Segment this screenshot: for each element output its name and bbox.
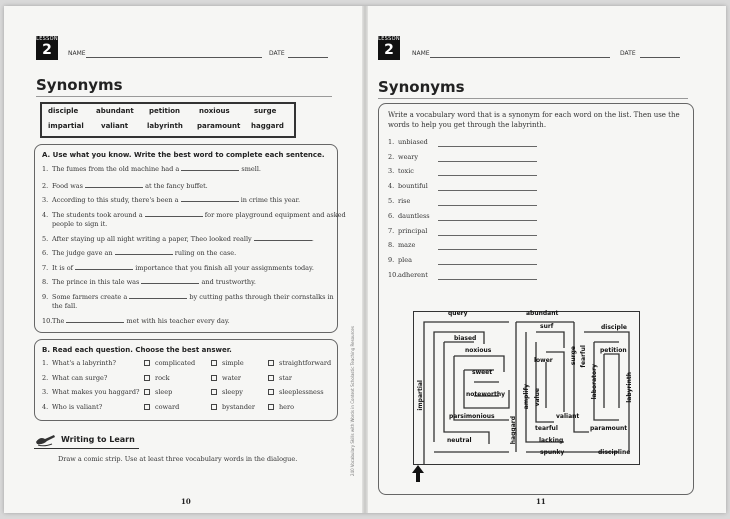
maze-word: disciple (601, 324, 627, 331)
maze-word: lower (534, 357, 553, 364)
answer-line[interactable] (438, 249, 537, 250)
word-box-item: surge (254, 107, 277, 115)
maze-word: biased (454, 335, 477, 342)
writing-heading: Writing to Learn (61, 435, 135, 444)
maze-word: haggard (510, 416, 517, 445)
maze-word: tearful (535, 425, 558, 432)
maze-word: labyrinth (626, 372, 633, 403)
answer-blank[interactable] (141, 277, 199, 284)
synonym-item: 1. unbiased (388, 138, 428, 146)
maze-word: abundant (526, 310, 559, 317)
synonym-item: 6. dauntless (388, 212, 430, 220)
answer-line[interactable] (438, 190, 537, 191)
section-b-instruction: B. Read each question. Choose the best answer. (42, 346, 232, 354)
title-rule (36, 96, 332, 97)
sentence-item: 1. The fumes from the old machine had a smell. (42, 165, 261, 173)
writing-hand-icon (34, 433, 58, 447)
answer-option[interactable]: star (268, 374, 292, 382)
lesson-badge: LESSON 2 (378, 36, 400, 58)
word-box-item: noxious (199, 107, 230, 115)
maze-word: noxious (465, 347, 492, 354)
word-box-item: impartial (48, 122, 84, 130)
name-line[interactable] (430, 57, 610, 58)
answer-option[interactable]: straightforward (268, 359, 331, 367)
sentence-item: 9. Some farmers create a by cutting paths through their cornstalks in the fall. (42, 293, 334, 310)
maze-word: surge (570, 346, 577, 366)
synonym-item: 4. bountiful (388, 182, 428, 190)
sentence-item: 3. According to this study, there's been a in crime this year. (42, 196, 301, 204)
answer-blank[interactable] (129, 292, 187, 299)
answer-option[interactable]: sleep (144, 388, 172, 396)
answer-blank[interactable] (66, 316, 124, 323)
start-arrow-icon (411, 464, 425, 484)
checkbox[interactable] (144, 360, 150, 366)
checkbox[interactable] (268, 375, 274, 381)
question-item: 2. What can surge? (42, 374, 108, 382)
answer-blank[interactable] (75, 263, 133, 270)
maze-word: spunky (540, 449, 565, 456)
answer-option[interactable]: simple (211, 359, 244, 367)
maze-word: query (448, 310, 468, 317)
answer-line[interactable] (438, 264, 537, 265)
workbook-spread (4, 6, 726, 513)
checkbox[interactable] (211, 404, 217, 410)
maze-word: lacking (539, 437, 564, 444)
checkbox[interactable] (268, 360, 274, 366)
maze-word: discipline (598, 449, 631, 456)
answer-line[interactable] (438, 175, 537, 176)
name-label: NAME (412, 50, 430, 57)
date-line[interactable] (640, 57, 680, 58)
synonym-item: 7. principal (388, 227, 428, 235)
word-box-item: valiant (101, 122, 129, 130)
checkbox[interactable] (268, 389, 274, 395)
copyright-text: 240 Vocabulary Skills with Words in Context Scholastic Teaching Resources (350, 326, 355, 476)
labyrinth-maze[interactable] (413, 311, 640, 465)
title-rule (378, 98, 688, 99)
maze-word: laboratory (591, 364, 598, 400)
answer-option[interactable]: bystander (211, 403, 255, 411)
date-label: DATE (269, 50, 285, 57)
sentence-item: 5. After staying up all night writing a paper, Theo looked really . (42, 235, 314, 243)
maze-word: amplify (523, 384, 530, 410)
answer-blank[interactable] (115, 248, 173, 255)
answer-blank[interactable] (254, 234, 312, 241)
writing-rule (34, 448, 139, 449)
answer-blank[interactable] (145, 210, 203, 217)
sentence-item: 8. The prince in this tale was and trustworthy. (42, 278, 256, 286)
synonym-item: 5. rise (388, 197, 411, 205)
answer-line[interactable] (438, 279, 537, 280)
answer-option[interactable]: complicated (144, 359, 195, 367)
maze-word: valiant (556, 413, 580, 420)
maze-word: surf (540, 323, 554, 330)
word-box-item: abundant (96, 107, 134, 115)
question-item: 3. What makes you haggard? (42, 388, 140, 396)
answer-option[interactable]: rock (144, 374, 170, 382)
question-item: 4. Who is valiant? (42, 403, 103, 411)
checkbox[interactable] (211, 389, 217, 395)
answer-option[interactable]: sleepy (211, 388, 243, 396)
maze-word: impartial (417, 380, 424, 411)
maze-word: noteworthy (466, 391, 506, 398)
date-label: DATE (620, 50, 636, 57)
sentence-item: 6. The judge gave an ruling on the case. (42, 249, 237, 257)
answer-blank[interactable] (181, 195, 239, 202)
synonym-item: 9. plea (388, 256, 412, 264)
date-line[interactable] (288, 57, 328, 58)
answer-option[interactable]: coward (144, 403, 179, 411)
synonym-item: 2. weary (388, 153, 419, 161)
writing-prompt: Draw a comic strip. Use at least three vocabulary words in the dialogue. (58, 455, 298, 463)
question-item: 1. What's a labyrinth? (42, 359, 116, 367)
exercise-instruction: Write a vocabulary word that is a synonym for each word on the list. Then use the words to help you get through the labyrinth. (388, 111, 680, 129)
page-number: 11 (536, 497, 546, 506)
synonym-item: 3. toxic (388, 167, 414, 175)
sentence-item: 7. It is of importance that you finish all your assignments today. (42, 264, 314, 272)
answer-line[interactable] (438, 220, 537, 221)
answer-blank[interactable] (85, 181, 143, 188)
answer-line[interactable] (438, 146, 537, 147)
answer-option[interactable]: sleeplessness (268, 388, 324, 396)
maze-word: petition (600, 347, 627, 354)
sentence-item: 4. The students took around a for more playground equipment and asked people to sign it. (42, 211, 346, 228)
answer-line[interactable] (438, 235, 537, 236)
maze-word: paramount (590, 425, 628, 432)
answer-option[interactable]: hero (268, 403, 294, 411)
word-box-item: petition (149, 107, 181, 115)
section-a-instruction: A. Use what you know. Write the best word to complete each sentence. (42, 151, 325, 159)
synonym-item: 8. maze (388, 241, 416, 249)
name-line[interactable] (86, 57, 262, 58)
checkbox[interactable] (144, 389, 150, 395)
answer-option[interactable]: water (211, 374, 241, 382)
synonym-item: 10.adherent (388, 271, 428, 279)
word-box-item: labyrinth (147, 122, 183, 130)
maze-word: value (534, 388, 541, 407)
checkbox[interactable] (211, 375, 217, 381)
maze-word: fearful (580, 345, 587, 368)
checkbox[interactable] (268, 404, 274, 410)
word-box-item: haggard (251, 122, 284, 130)
checkbox[interactable] (144, 375, 150, 381)
checkbox[interactable] (144, 404, 150, 410)
answer-blank[interactable] (181, 164, 239, 171)
answer-line[interactable] (438, 161, 537, 162)
maze-word: parsimonious (449, 413, 495, 420)
page-title: Synonyms (378, 78, 465, 96)
lesson-badge: LESSON 2 (36, 36, 58, 58)
answer-line[interactable] (438, 205, 537, 206)
sentence-item: 10.The met with his teacher every day. (42, 317, 230, 325)
word-box-item: disciple (48, 107, 79, 115)
sentence-item: 2. Food was at the fancy buffet. (42, 182, 208, 190)
word-box-item: paramount (197, 122, 241, 130)
name-label: NAME (68, 50, 86, 57)
maze-word: neutral (447, 437, 472, 444)
checkbox[interactable] (211, 360, 217, 366)
page-title: Synonyms (36, 76, 123, 94)
left-page (4, 6, 364, 513)
page-number: 10 (181, 497, 191, 506)
maze-word: sweet (472, 369, 493, 376)
